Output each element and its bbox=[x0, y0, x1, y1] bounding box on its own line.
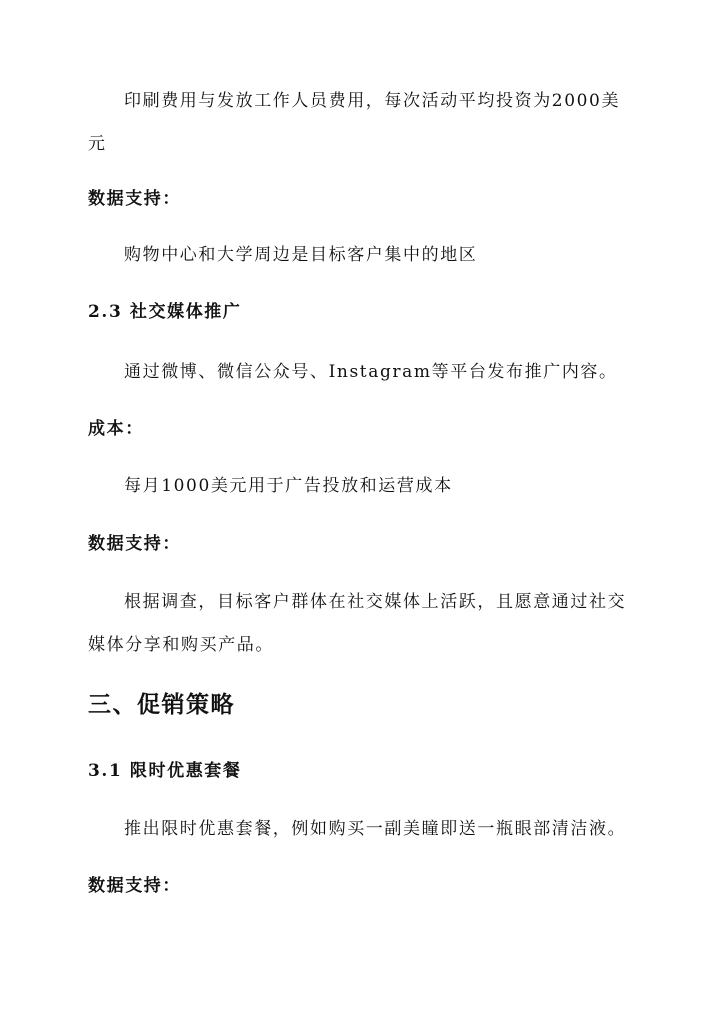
data-support-label: 数据支持： bbox=[88, 876, 181, 896]
paragraph-text: 每月1000美元用于广告投放和运营成本 bbox=[124, 476, 453, 496]
data-support-label: 数据支持： bbox=[88, 534, 181, 554]
paragraph-text: 推出限时优惠套餐，例如购买一副美瞳即送一瓶眼部清洁液。 bbox=[124, 819, 627, 839]
section-heading-3: 三、促销策略 bbox=[88, 691, 235, 718]
paragraph-continuation: 媒体分享和购买产品。 bbox=[88, 635, 274, 655]
cost-label: 成本： bbox=[88, 419, 144, 439]
paragraph-text: 购物中心和大学周边是目标客户集中的地区 bbox=[124, 245, 478, 265]
paragraph-text: 印刷费用与发放工作人员费用，每次活动平均投资为2000美 bbox=[124, 91, 621, 111]
data-support-label: 数据支持： bbox=[88, 189, 181, 209]
paragraph-continuation: 元 bbox=[88, 134, 107, 154]
subheading-3-1: 3.1 限时优惠套餐 bbox=[88, 761, 242, 781]
subheading-2-3: 2.3 社交媒体推广 bbox=[88, 302, 242, 322]
paragraph-text: 通过微博、微信公众号、Instagram等平台发布推广内容。 bbox=[124, 362, 618, 382]
paragraph-text: 根据调查，目标客户群体在社交媒体上活跃，且愿意通过社交 bbox=[124, 592, 627, 612]
